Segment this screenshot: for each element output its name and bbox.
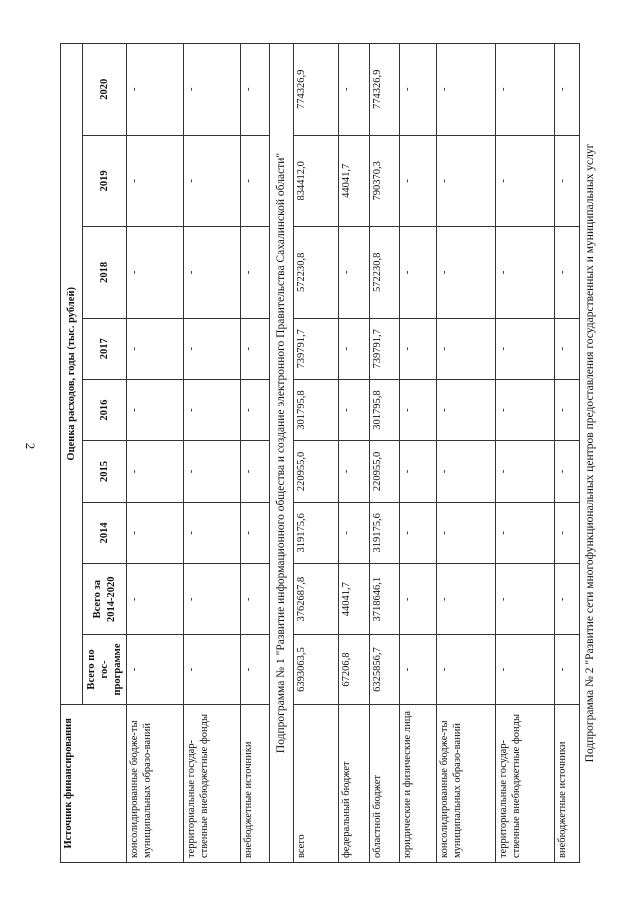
header-year: 2019	[83, 135, 127, 226]
cell-value: -	[400, 227, 437, 318]
row-label: федеральный бюджет	[339, 704, 370, 862]
cell-value: -	[127, 441, 184, 502]
cell-value: -	[496, 135, 555, 226]
funding-table	[60, 43, 580, 863]
row-label: консолидированные бюдже-ты муниципальных образо-ваний	[437, 704, 496, 862]
cell-value: -	[241, 44, 270, 136]
cell-value: 3718646,1	[369, 564, 400, 635]
table-row	[127, 44, 184, 863]
header-total-period: Всего за 2014-2020	[83, 564, 127, 635]
row-label: территориальные государ-ственные внебюджетные фонды	[496, 704, 555, 862]
cell-value: -	[400, 502, 437, 563]
row-label: областной бюджет	[369, 704, 400, 862]
table-row	[294, 44, 339, 863]
row-label: территориальные государ-ственные внебюджетные фонды	[184, 704, 241, 862]
cell-value: -	[184, 135, 241, 226]
cell-value: -	[437, 135, 496, 226]
cell-value: -	[127, 502, 184, 563]
cell-value: -	[437, 227, 496, 318]
header-source: Источник финансирования	[61, 704, 127, 862]
cell-value: -	[184, 502, 241, 563]
cell-value: -	[241, 318, 270, 379]
cell-value: 790370,3	[369, 135, 400, 226]
table-row	[184, 44, 241, 863]
cell-value: -	[555, 502, 580, 563]
cell-value: -	[127, 564, 184, 635]
rotated-document	[60, 43, 596, 863]
cell-value: -	[400, 441, 437, 502]
header-year: 2014	[83, 502, 127, 563]
table-row	[369, 44, 400, 863]
cell-value: -	[339, 227, 370, 318]
cell-value: -	[496, 318, 555, 379]
cell-value: -	[496, 441, 555, 502]
cell-value: -	[184, 635, 241, 704]
cell-value: -	[496, 502, 555, 563]
cell-value: -	[127, 227, 184, 318]
cell-value: -	[184, 564, 241, 635]
cell-value: 44041,7	[339, 564, 370, 635]
cell-value: 572230,8	[294, 227, 339, 318]
cell-value: 774326,9	[369, 44, 400, 136]
table-row	[496, 44, 555, 863]
table-row	[555, 44, 580, 863]
cell-value: 739791,7	[294, 318, 339, 379]
cell-value: -	[127, 44, 184, 136]
table-row	[400, 44, 437, 863]
cell-value: -	[241, 441, 270, 502]
cell-value: 6325856,7	[369, 635, 400, 704]
cell-value: -	[400, 564, 437, 635]
cell-value: -	[555, 227, 580, 318]
cell-value: -	[437, 44, 496, 136]
cell-value: -	[496, 564, 555, 635]
header-year: 2017	[83, 318, 127, 379]
cell-value: 774326,9	[294, 44, 339, 136]
cell-value: 220955,0	[294, 441, 339, 502]
subprogram-2-title: Подпрограмма № 2 "Развитие сети многофункциональных центров предоставления государственных и муниципальных услуг	[584, 143, 596, 763]
cell-value: -	[555, 441, 580, 502]
cell-value: -	[400, 135, 437, 226]
cell-value: 301795,8	[369, 379, 400, 440]
cell-value: -	[241, 564, 270, 635]
header-year: 2015	[83, 441, 127, 502]
cell-value: 834412,0	[294, 135, 339, 226]
table-row	[339, 44, 370, 863]
header-total-program: Всего по гос-программе	[83, 635, 127, 704]
cell-value: -	[339, 441, 370, 502]
cell-value: -	[555, 135, 580, 226]
cell-value: -	[555, 379, 580, 440]
cell-value: -	[400, 379, 437, 440]
cell-value: -	[184, 227, 241, 318]
cell-value: -	[184, 44, 241, 136]
cell-value: -	[127, 135, 184, 226]
cell-value: 319175,6	[369, 502, 400, 563]
page-number: 2	[23, 442, 38, 450]
cell-value: -	[437, 318, 496, 379]
cell-value: 739791,7	[369, 318, 400, 379]
cell-value: -	[127, 635, 184, 704]
cell-value: -	[184, 379, 241, 440]
table-row	[437, 44, 496, 863]
cell-value: -	[555, 44, 580, 136]
cell-value: -	[555, 635, 580, 704]
cell-value: 319175,6	[294, 502, 339, 563]
cell-value: -	[400, 635, 437, 704]
cell-value: 301795,8	[294, 379, 339, 440]
cell-value: 220955,0	[369, 441, 400, 502]
cell-value: -	[437, 564, 496, 635]
cell-value: -	[496, 379, 555, 440]
subprogram-1-title: Подпрограмма № 1 "Развитие информационного общества и создание электронного Правительства Сахалинской области"	[269, 44, 293, 863]
row-label: юридические и физические лица	[400, 704, 437, 862]
cell-value: -	[496, 227, 555, 318]
cell-value: -	[241, 135, 270, 226]
cell-value: -	[184, 441, 241, 502]
cell-value: -	[241, 379, 270, 440]
header-year: 2016	[83, 379, 127, 440]
cell-value: -	[127, 318, 184, 379]
cell-value: -	[400, 318, 437, 379]
row-label: внебюджетные источники	[555, 704, 580, 862]
cell-value: -	[496, 635, 555, 704]
header-year: 2020	[83, 44, 127, 136]
cell-value: -	[339, 502, 370, 563]
row-label: всего	[294, 704, 339, 862]
row-label: консолидированные бюдже-ты муниципальных образо-ваний	[127, 704, 184, 862]
cell-value: -	[339, 379, 370, 440]
cell-value: 3762687,8	[294, 564, 339, 635]
cell-value: -	[555, 318, 580, 379]
header-estimate: Оценка расходов, годы (тыс. рублей)	[61, 44, 83, 705]
header-year: 2018	[83, 227, 127, 318]
cell-value: -	[339, 318, 370, 379]
cell-value: -	[555, 564, 580, 635]
cell-value: -	[400, 44, 437, 136]
cell-value: -	[241, 227, 270, 318]
cell-value: -	[241, 502, 270, 563]
cell-value: -	[127, 379, 184, 440]
cell-value: -	[437, 379, 496, 440]
cell-value: -	[437, 502, 496, 563]
cell-value: -	[496, 44, 555, 136]
cell-value: 572230,8	[369, 227, 400, 318]
cell-value: -	[437, 441, 496, 502]
cell-value: -	[184, 318, 241, 379]
cell-value: 67206,8	[339, 635, 370, 704]
cell-value: -	[437, 635, 496, 704]
row-label: внебюджетные источники	[241, 704, 270, 862]
cell-value: -	[339, 44, 370, 136]
cell-value: 44041,7	[339, 135, 370, 226]
cell-value: -	[241, 635, 270, 704]
subprogram-row	[269, 44, 293, 863]
cell-value: 6393063,5	[294, 635, 339, 704]
table-row	[241, 44, 270, 863]
